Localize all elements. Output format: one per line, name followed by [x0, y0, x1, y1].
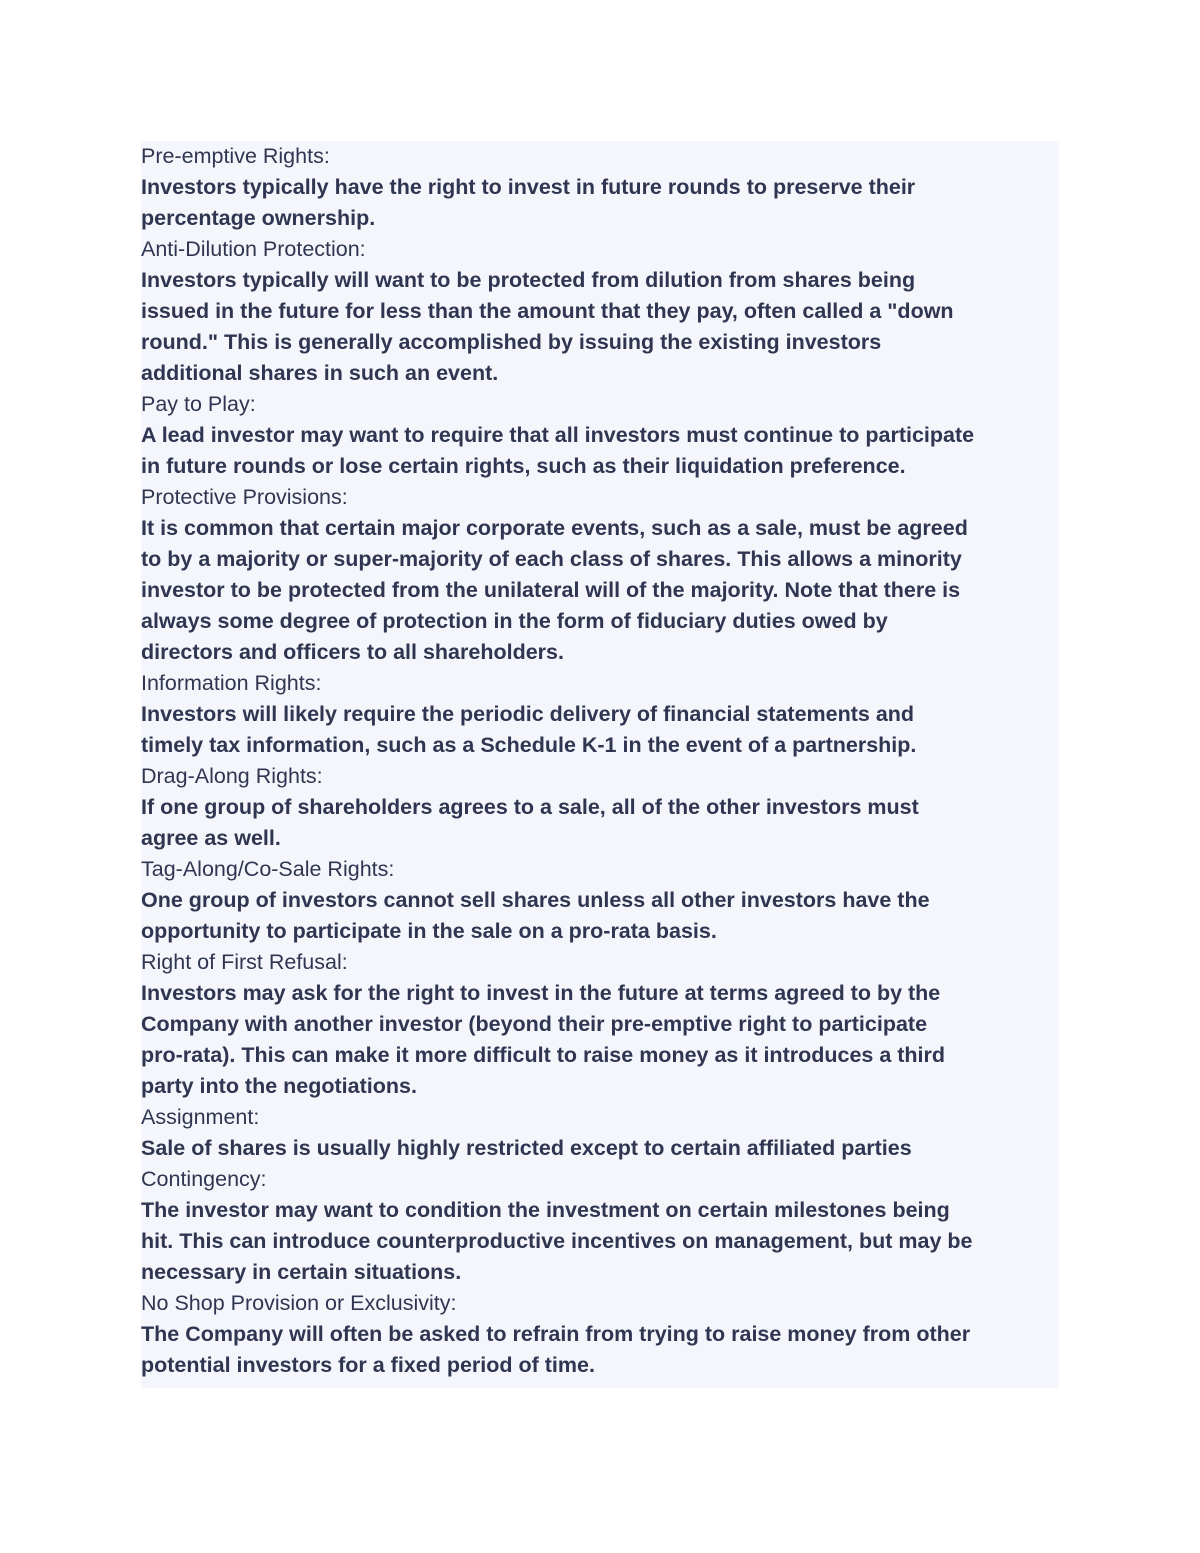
paragraph-line: potential investors for a fixed period of time.: [141, 1353, 595, 1377]
paragraph-line: agree as well.: [141, 826, 281, 850]
paragraph-line: round." This is generally accomplished by issuing the existing investors: [141, 330, 882, 354]
paragraph-line: pro-rata). This can make it more difficult to raise money as it introduces a third: [141, 1043, 946, 1067]
section-heading: Tag-Along/Co-Sale Rights:: [141, 857, 395, 881]
paragraph-line: hit. This can introduce counterproductive incentives on management, but may be: [141, 1229, 973, 1253]
paragraph-line: If one group of shareholders agrees to a sale, all of the other investors must: [141, 795, 919, 819]
paragraph-line: Investors typically have the right to invest in future rounds to preserve their: [141, 175, 916, 199]
paragraph-line: to by a majority or super-majority of each class of shares. This allows a minority: [141, 547, 962, 571]
section-heading: Information Rights:: [141, 671, 322, 695]
paragraph-line: The investor may want to condition the investment on certain milestones being: [141, 1198, 950, 1222]
paragraph-line: always some degree of protection in the form of fiduciary duties owed by: [141, 609, 888, 633]
document-text-block: [141, 141, 1059, 1388]
paragraph-line: directors and officers to all shareholders.: [141, 640, 564, 664]
section-heading: No Shop Provision or Exclusivity:: [141, 1291, 457, 1315]
section-heading: Contingency:: [141, 1167, 267, 1191]
paragraph-line: necessary in certain situations.: [141, 1260, 462, 1284]
paragraph-line: additional shares in such an event.: [141, 361, 499, 385]
paragraph-line: issued in the future for less than the amount that they pay, often called a "down: [141, 299, 954, 323]
paragraph-line: percentage ownership.: [141, 206, 376, 230]
paragraph-line: The Company will often be asked to refrain from trying to raise money from other: [141, 1322, 971, 1346]
paragraph-line: A lead investor may want to require that all investors must continue to participate: [141, 423, 975, 447]
section-heading: Drag-Along Rights:: [141, 764, 323, 788]
paragraph-line: It is common that certain major corporate events, such as a sale, must be agreed: [141, 516, 968, 540]
paragraph-line: Company with another investor (beyond their pre-emptive right to participate: [141, 1012, 928, 1036]
paragraph-line: party into the negotiations.: [141, 1074, 417, 1098]
paragraph-line: Investors will likely require the periodic delivery of financial statements and: [141, 702, 915, 726]
paragraph-line: investor to be protected from the unilateral will of the majority. Note that there is: [141, 578, 961, 602]
section-heading: Protective Provisions:: [141, 485, 348, 509]
paragraph-line: Sale of shares is usually highly restricted except to certain affiliated parties: [141, 1136, 912, 1160]
paragraph-line: in future rounds or lose certain rights, such as their liquidation preference.: [141, 454, 906, 478]
section-heading: Assignment:: [141, 1105, 260, 1129]
section-heading: Pay to Play:: [141, 392, 256, 416]
section-heading: Anti-Dilution Protection:: [141, 237, 366, 261]
paragraph-line: Investors may ask for the right to invest in the future at terms agreed to by the: [141, 981, 941, 1005]
section-heading: Right of First Refusal:: [141, 950, 348, 974]
paragraph-line: opportunity to participate in the sale on a pro-rata basis.: [141, 919, 717, 943]
section-heading: Pre-emptive Rights:: [141, 144, 330, 168]
paragraph-line: Investors typically will want to be protected from dilution from shares being: [141, 268, 916, 292]
paragraph-line: timely tax information, such as a Schedule K-1 in the event of a partnership.: [141, 733, 917, 757]
paragraph-line: One group of investors cannot sell shares unless all other investors have the: [141, 888, 930, 912]
